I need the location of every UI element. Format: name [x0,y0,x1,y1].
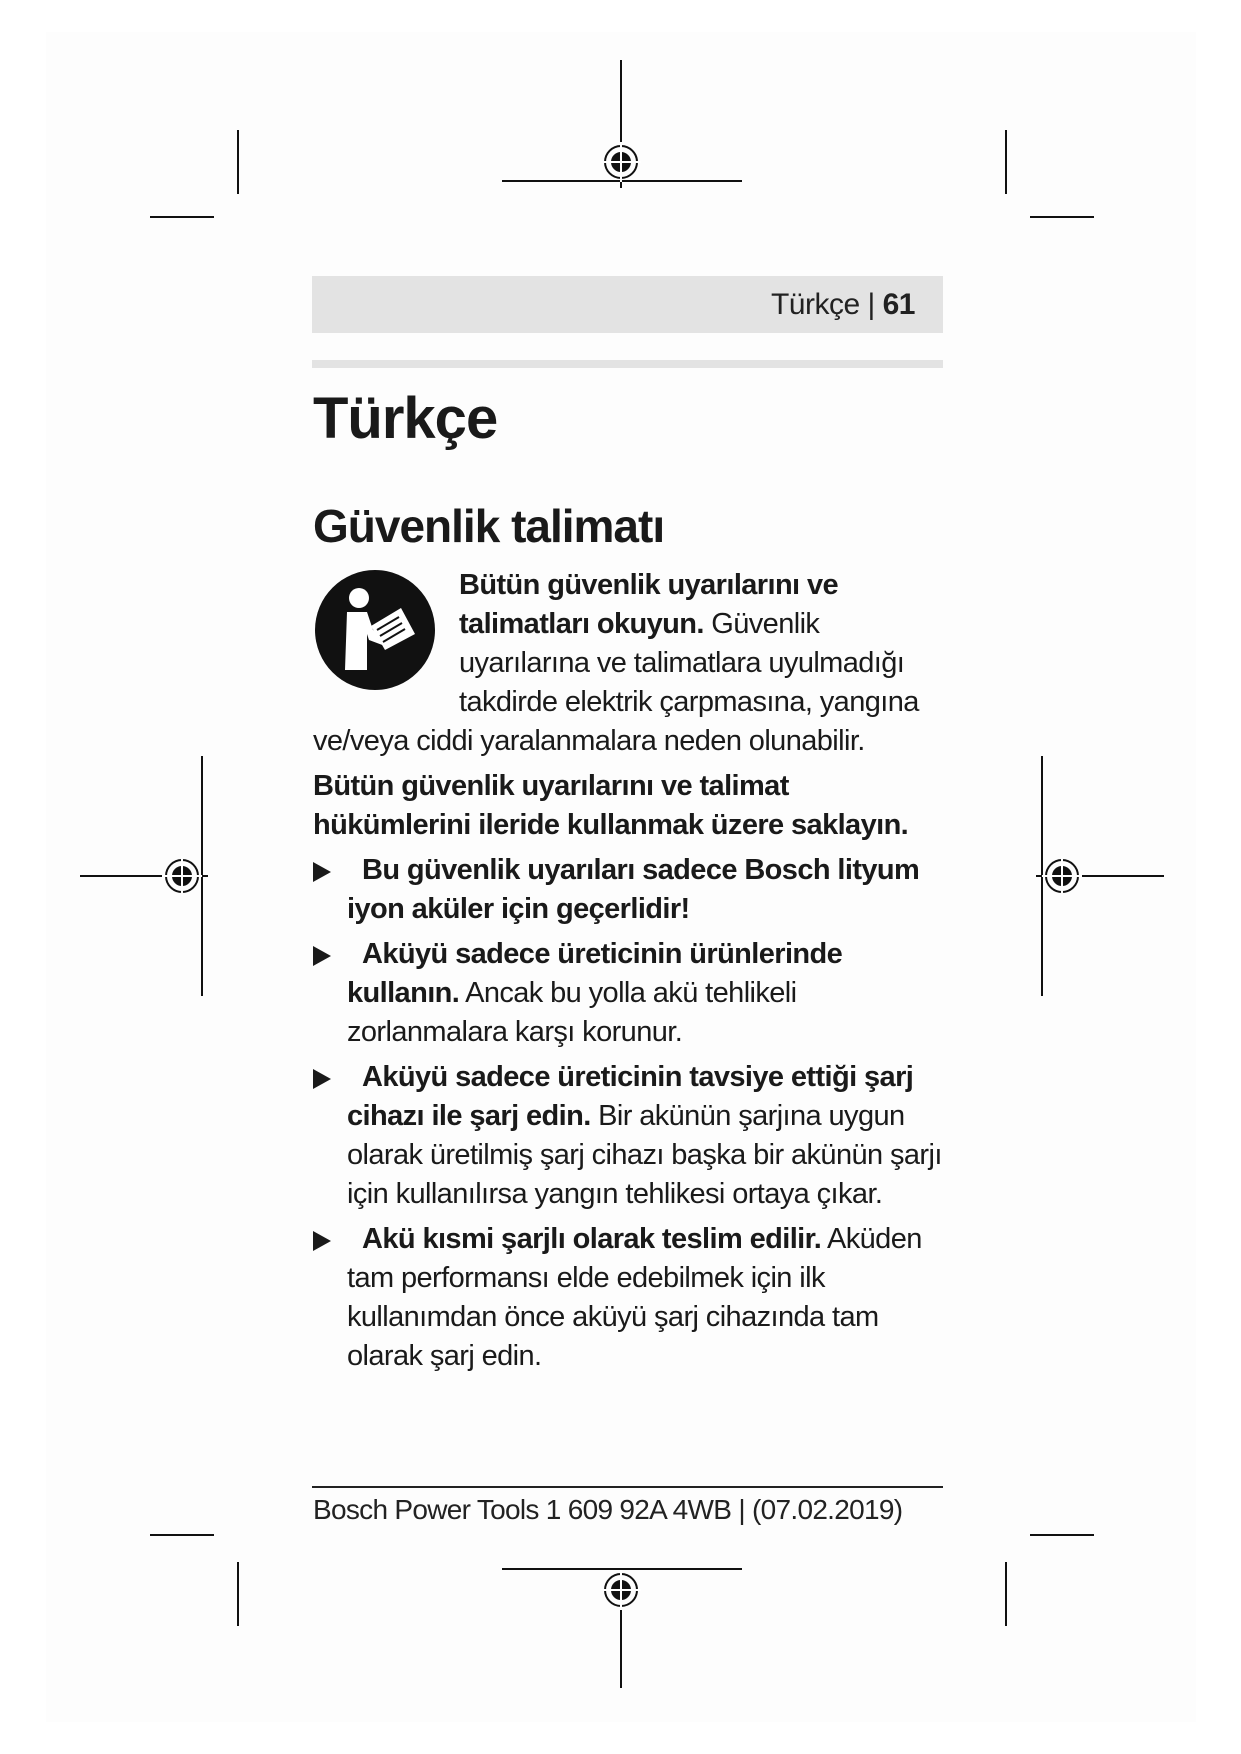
header-separator: | [867,288,875,321]
warning-bold: Aküyü sadece üreticinin ürünlerinde kullanın. [347,938,843,1009]
warning-text: Ancak bu yolla akü tehlikeli zorlanmalara karşı korunur. [347,977,797,1048]
list-item [313,935,953,1052]
triangle-bullet-icon [313,862,331,882]
warning-text: Aküden tam performansı elde edebilmek için ilk kullanımdan önce aküyü şarj cihazında tam olarak şarj edin. [347,1223,922,1372]
page-footer: Bosch Power Tools 1 609 92A 4WB | (07.02.2019) [313,1494,903,1525]
section-title: Güvenlik talimatı [313,500,665,552]
triangle-bullet-icon [313,1069,331,1089]
warning-bold: Akü kısmi şarjlı olarak teslim edilir. [362,1223,822,1255]
warning-text: Bir akünün şarjına uygun olarak üretilmiş şarj cihazı başka bir akünün şarjı için kullanılırsa yangın tehlikesi ortaya çıkar. [347,1100,942,1210]
read-manual-icon [313,568,437,692]
page-header-bar [312,276,943,333]
page-header-label [771,288,915,322]
triangle-bullet-icon [313,1231,331,1251]
warning-bold: Bu güvenlik uyarıları sadece Bosch lityum iyon aküler için geçerlidir! [347,854,920,925]
warning-bold: Aküyü sadece üreticinin tavsiye ettiği şarj cihazı ile şarj edin. [347,1061,914,1132]
list-item [313,851,953,929]
header-divider [312,360,943,368]
triangle-bullet-icon [313,946,331,966]
header-section: Türkçe [770,288,860,321]
intro-paragraph [313,566,953,761]
main-content [313,384,953,1382]
keep-instructions-note: Bütün güvenlik uyarılarını ve talimat hükümlerini ileride kullanmak üzere saklayın. [313,770,909,841]
footer-divider [312,1486,943,1488]
list-item [313,1058,953,1214]
intro-text: Güvenlik uyarılarına ve talimatlara uyulmadığı takdirde elektrik çarpmasına, yangına ve/veya ciddi yaralanmalara neden olunabilir. [313,608,919,757]
page-title: Türkçe [313,386,498,451]
warning-list [313,851,953,1376]
intro-bold: Bütün güvenlik uyarılarını ve talimatları okuyun. [459,569,839,640]
header-page-number: 61 [882,288,915,321]
list-item [313,1220,953,1376]
